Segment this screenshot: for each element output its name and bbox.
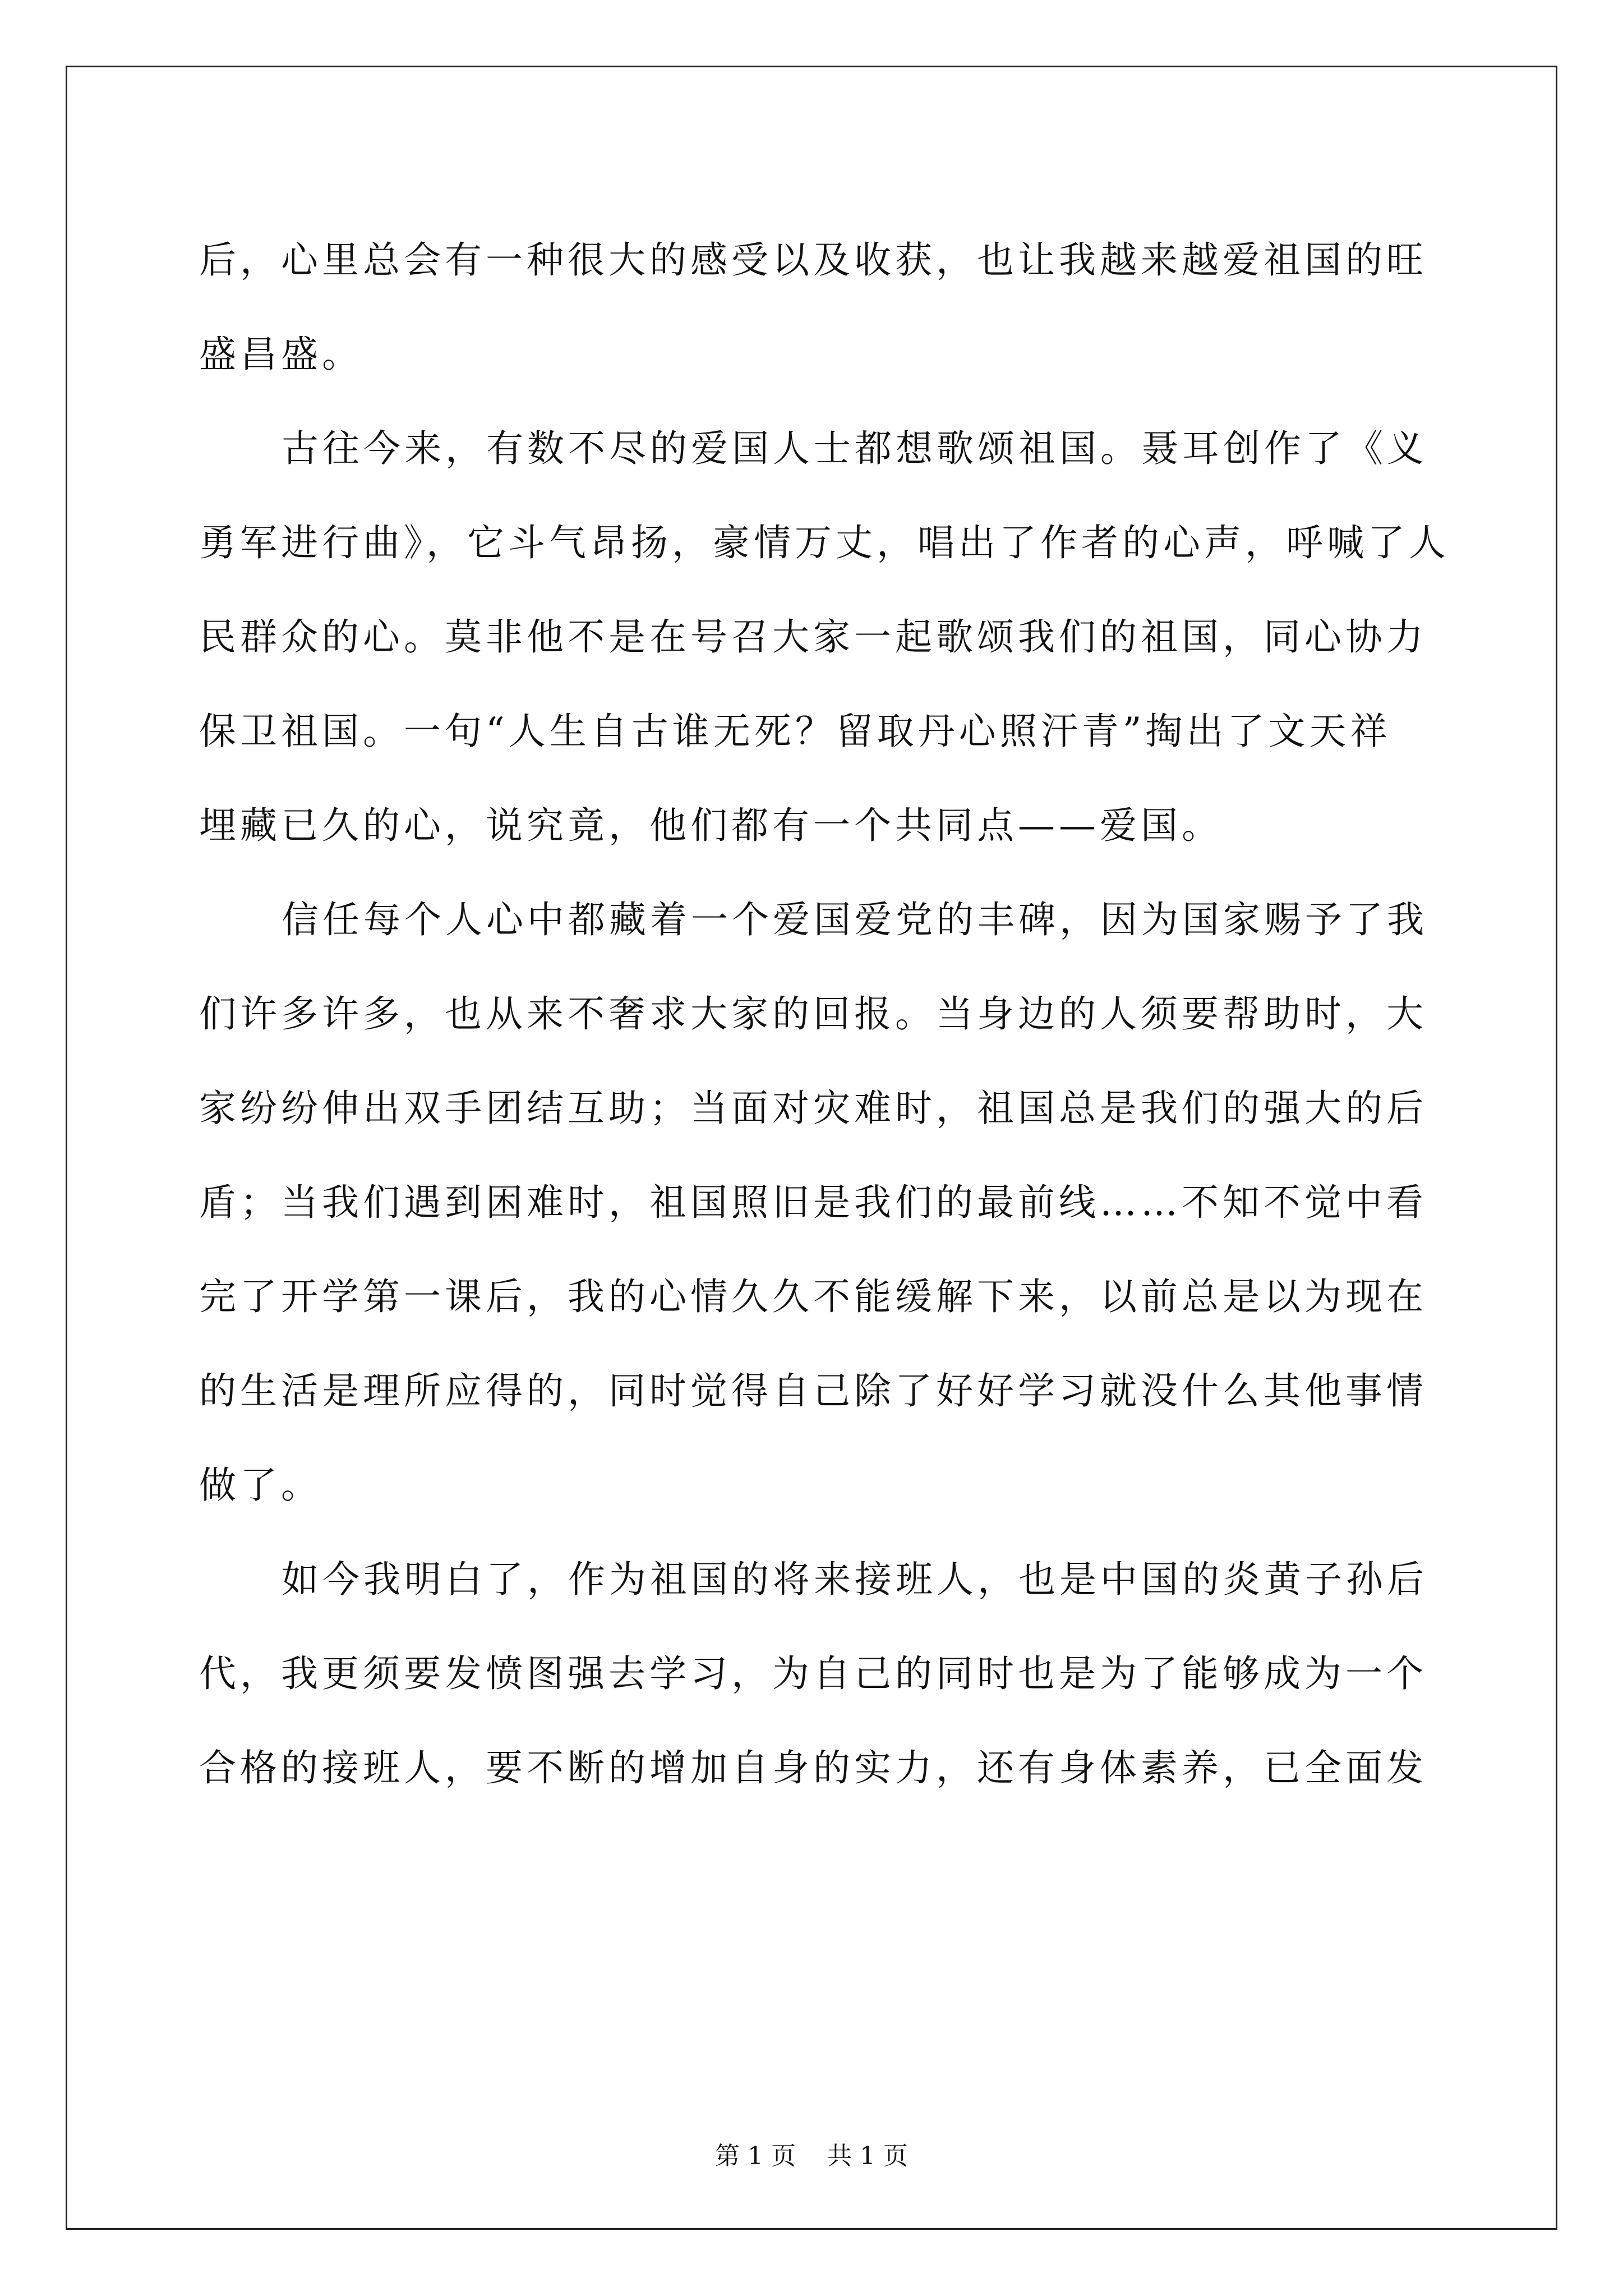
text-line-7: 埋藏已久的心，说究竟，他们都有一个共同点——爱国。	[199, 804, 1223, 847]
text-line-8: 信任每个人心中都藏着一个爱国爱党的丰碑，因为国家赐予了我	[282, 898, 1428, 941]
text-line-5: 民群众的心。莫非他不是在号召大家一起歌颂我们的祖国，同心协力	[199, 615, 1427, 659]
text-line-12: 完了开学第一课后，我的心情久久不能缓解下来，以前总是以为现在	[199, 1275, 1427, 1318]
text-line-17: 合格的接班人，要不断的增加自身的实力，还有身体素养，已全面发	[199, 1746, 1427, 1789]
text-line-9: 们许多许多，也从来不奢求大家的回报。当身边的人须要帮助时，大	[199, 992, 1427, 1036]
text-line-4: 勇军进行曲》，它斗气昂扬，豪情万丈，唱出了作者的心声，呼喊了人	[199, 521, 1450, 564]
text-line-16: 代，我更须要发愤图强去学习，为自己的同时也是为了能够成为一个	[199, 1652, 1427, 1695]
text-line-14: 做了。	[199, 1464, 322, 1507]
page-number-footer: 第 1 页 共 1 页	[715, 2142, 908, 2170]
text-line-13: 的生活是理所应得的，同时觉得自己除了好好学习就没什么其他事情	[199, 1369, 1427, 1412]
text-line-2: 盛昌盛。	[199, 333, 363, 376]
text-line-10: 家纷纷伸出双手团结互助；当面对灾难时，祖国总是我们的强大的后	[199, 1087, 1427, 1130]
text-line-15: 如今我明白了，作为祖国的将来接班人，也是中国的炎黄子孙后	[282, 1558, 1428, 1601]
text-line-3: 古往今来，有数不尽的爱国人士都想歌颂祖国。聂耳创作了《义	[282, 427, 1428, 470]
document-body	[199, 213, 1450, 1815]
text-line-6: 保卫祖国。一句“人生自古谁无死？留取丹心照汗青”掏出了文天祥	[199, 710, 1391, 753]
text-line-11: 盾；当我们遇到困难时，祖国照旧是我们的最前线……不知不觉中看	[199, 1181, 1427, 1224]
text-line-1: 后，心里总会有一种很大的感受以及收获，也让我越来越爱祖国的旺	[199, 238, 1427, 282]
